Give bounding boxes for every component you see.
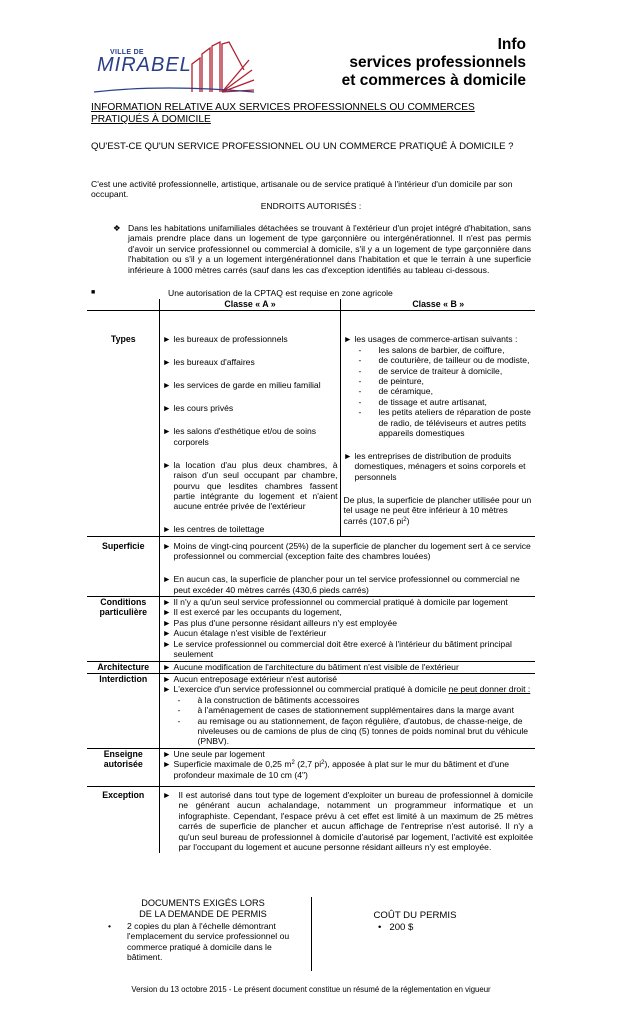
area-note: [344, 495, 534, 526]
list-item: [163, 662, 534, 672]
architecture-cell: [159, 661, 535, 673]
sub-item: - au remisage ou au stationnement, de façon régulière, d'autobus, de chasse-neige, de niveleuses ou de camions de plus de cinq (5) tonnes de poids nominal brut du véhicule (PNBV).: [163, 716, 534, 747]
list-item: [163, 607, 534, 617]
list-item-text: En aucun cas, la superficie de plancher pour un tel service professionnel ou commercial ne peut excéder 40 mètres carrés (430,6 pieds carrés): [173, 574, 520, 595]
section-heading: INFORMATION RELATIVE AUX SERVICES PROFESSIONNELS OU COMMERCES PRATIQUÉS À DOMICILE: [91, 102, 475, 125]
list-item: [163, 628, 534, 638]
list-item: [344, 334, 534, 344]
list-item: [163, 790, 534, 852]
arrow-bullet-icon: ►: [343, 334, 353, 345]
list-item-text: les entreprises de distribution de produits domestiques, ménagers et soins corporels et personnels: [354, 451, 526, 482]
list-item: [163, 618, 534, 628]
title-line: Info: [497, 36, 526, 53]
area-close: ): [406, 515, 410, 526]
document-title: [342, 36, 526, 90]
sub-item-text: de tissage et autre artisanat,: [378, 396, 487, 407]
logo-ville-text: VILLE DE: [110, 49, 144, 56]
list-item: [103, 921, 303, 963]
list-item: [163, 674, 534, 684]
table-row-conditions: [87, 597, 535, 661]
list-item-text: la location d'au plus deux chambres, à raison d'un seul occupant par chambre, pourvu que lesdites chambres fassent partie intégrante du logement et n'aient aucune entrée privée de l'extérieur: [173, 459, 338, 512]
arrow-bullet-icon: ►: [162, 759, 172, 770]
arrow-bullet-icon: ►: [162, 459, 172, 470]
table-row-superficie: [87, 536, 535, 596]
arrow-bullet-icon: ►: [162, 540, 172, 551]
superficie-cell: [159, 536, 535, 596]
list-item-text: les centres de toilettage: [173, 524, 265, 535]
list-item-text: Une seule par logement: [173, 748, 265, 759]
document-header: [0, 30, 622, 100]
exception-cell: [159, 786, 535, 853]
table-row-types: [87, 311, 535, 536]
dwelling-note-text: Dans les habitations unifamiliales détachées se trouvant à l'extérieur d'un projet intégré d'habitation, sans jamais prendre place dans un logement de type garçonnière ou intergénérationnel. Il n'est pas permis d'avoir un service professionnel ou commercial à domicile, s'il y a un logement de type garçonnière dans l'habitation ou s'il y a un logement intergénérationnel dans l'habitation et que le terrain à une superficie inférieure à 1000 mètres carrés (sauf dans les cas d'exception identifiés au tableau ci-dessous.: [128, 223, 531, 275]
list-item-text: les bureaux d'affaires: [173, 357, 255, 368]
list-item-text: les salons d'esthétique et/ou de soins corporels: [173, 426, 317, 447]
permit-cost-title: COÛT DU PERMIS: [373, 910, 457, 921]
arrow-bullet-icon: ►: [162, 628, 172, 639]
interdiction-cell: [159, 673, 535, 748]
list-item: [163, 684, 534, 694]
arrow-bullet-icon: ►: [162, 403, 172, 414]
area-unit: pi: [396, 515, 404, 526]
sub-item: - de couturière, de tailleur ou de modiste,: [344, 355, 534, 365]
list-item: [163, 460, 338, 512]
list-item: [163, 357, 338, 367]
list-item: [163, 759, 534, 780]
question-heading: QU'EST-CE QU'UN SERVICE PROFESSIONNEL OU UN COMMERCE PRATIQUÉ À DOMICILE ?: [91, 141, 514, 152]
list-item-text: Il est exercé par les occupants du logement,: [173, 607, 342, 618]
sub-item: - de service de traiteur à domicile,: [344, 366, 534, 376]
types-class-a-cell: [159, 311, 340, 536]
list-item: [344, 451, 534, 482]
sub-item-text: de couturière, de tailleur ou de modiste,: [378, 355, 530, 366]
sub-item: - de tissage et autre artisanat,: [344, 397, 534, 407]
list-item: [163, 524, 338, 534]
definition-text: C'est une activité professionnelle, artistique, artisanale ou de service pratiqué à l'intérieur d'un domicile par son occupant.: [91, 179, 513, 200]
permit-cost-amount: [378, 922, 490, 934]
square-bullet-icon: ■: [91, 289, 96, 296]
list-item-text: 2 copies du plan à l'échelle démontrant l'emplacement du service professionnel ou commerce pratiqué à domicile dans le bâtiment.: [127, 921, 290, 963]
class-b-header: Classe « B »: [340, 299, 535, 311]
list-item: [163, 541, 534, 562]
sub-item: - les petits ateliers de réparation de poste de radio, de téléviseurs et autres petits appareils domestiques: [344, 407, 534, 438]
list-item: [163, 426, 338, 447]
sub-item-text: à la construction de bâtiments accessoires: [197, 694, 360, 705]
area-exponent: 2: [403, 516, 407, 523]
table-row-architecture: [87, 661, 535, 673]
logo-name-text: MIRABEL: [97, 54, 192, 76]
bullet-icon: •: [108, 921, 112, 931]
sub-item-text: de céramique,: [378, 386, 433, 397]
required-documents: [103, 898, 303, 963]
dwelling-note: [113, 223, 531, 275]
footer-note: Version du 13 octobre 2015 - Le présent document constitue un résumé de la réglementation en vigueur: [131, 985, 491, 994]
title-line: DOCUMENTS EXIGÉS LORS: [141, 898, 265, 908]
arrow-bullet-icon: ►: [343, 451, 353, 462]
arrow-bullet-icon: ►: [162, 617, 172, 628]
cptaq-note-text: Une autorisation de la CPTAQ est requise en zone agricole: [168, 288, 393, 298]
row-label-types: Types: [110, 334, 136, 345]
table-row-exception: [87, 786, 535, 853]
row-label-architecture: Architecture: [87, 661, 159, 673]
arrow-bullet-icon: ►: [162, 524, 172, 535]
sub-item: - de peinture,: [344, 376, 534, 386]
arrow-bullet-icon: ►: [162, 748, 172, 759]
vertical-divider: [311, 897, 312, 971]
list-item: [163, 574, 534, 595]
table-row-enseigne: [87, 748, 535, 786]
list-item-text: Moins de vingt-cinq pourcent (25%) de la superficie de plancher du logement sert à ce service professionnel ou commercial (exception faite des chambres louées): [173, 540, 531, 562]
list-item-text: Aucune modification de l'architecture du bâtiment n'est visible de l'extérieur: [173, 661, 459, 672]
mirabel-logo: [94, 40, 264, 98]
row-label-exception: Exception: [87, 786, 159, 853]
list-item-text: Aucun étalage n'est visible de l'extérieur: [173, 628, 327, 639]
enseigne-cell: [159, 748, 535, 786]
arrow-bullet-icon: ►: [162, 357, 172, 368]
table-header-row: [87, 299, 535, 311]
arrow-bullet-icon: ►: [162, 574, 172, 585]
sub-item: - à l'aménagement de cases de stationnement supplémentaires dans la marge avant: [163, 705, 534, 715]
sub-item-text: de service de traiteur à domicile,: [378, 365, 503, 376]
sub-item-text: les petits ateliers de réparation de poste de radio, de téléviseurs et autres petits appareils domestiques: [378, 407, 531, 439]
authorized-places-heading: ENDROITS AUTORISÉS :: [260, 201, 362, 211]
arrow-bullet-icon: ►: [162, 673, 172, 684]
required-documents-title: [103, 898, 303, 920]
sub-item-text: de peinture,: [378, 376, 424, 387]
diamond-bullet-icon: ❖: [113, 223, 121, 233]
sub-item: - à la construction de bâtiments accessoires: [163, 695, 534, 705]
arrow-bullet-icon: ►: [162, 426, 172, 437]
list-item-text: les usages de commerce-artisan suivants :: [354, 334, 518, 345]
list-item: [163, 403, 338, 413]
arrow-bullet-icon: ►: [162, 380, 172, 391]
arrow-bullet-icon: ►: [162, 334, 172, 345]
arrow-bullet-icon: ►: [162, 607, 172, 618]
list-item-text: Il n'y a qu'un seul service professionnel ou commercial pratiqué à domicile par logement: [173, 597, 508, 608]
list-item: [163, 334, 338, 344]
header-empty-cell: [87, 299, 159, 311]
rules-table: [87, 299, 535, 853]
bullet-icon: •: [378, 922, 382, 933]
list-item-text: Aucun entreposage extérieur n'est autorisé: [173, 673, 338, 684]
row-label-superficie: Superficie: [87, 536, 159, 596]
table-row-interdiction: [87, 673, 535, 748]
permit-cost: [340, 910, 490, 934]
list-item-text: Il est autorisé dans tout type de logement d'exploiter un bureau de professionnel à domicile ne générant aucun achalandage, notamment un programmeur informatique et un infographiste. Cependant, l'espace prévu à cet effet est limité à un maximum de 25 mètres carrés de superficie de plancher et aucun affichage de l'entreprise n'est autorisé. Il n'y a qu'un seul bureau de professionnel à domicile d'autorisé par logement, l'activité est exploitée par l'occupant du logement et aucune personne résidant ailleurs n'y est employée.: [178, 789, 533, 852]
list-item-text: les services de garde en milieu familial: [173, 380, 321, 391]
list-item-text: L'exercice d'un service professionnel ou commercial pratiqué à domicile ne peut donner droit :: [173, 684, 531, 695]
list-item: [163, 639, 534, 660]
sub-item-text: à l'aménagement de cases de stationnement supplémentaires dans la marge avant: [197, 705, 514, 716]
sub-item-text: les salons de barbier, de coiffure,: [378, 344, 505, 355]
list-item-text: Pas plus d'une personne résidant ailleurs n'y est employée: [173, 617, 398, 628]
arrow-bullet-icon: ►: [162, 661, 172, 672]
row-label-conditions: Conditions particulière: [87, 597, 159, 661]
arrow-bullet-icon: ►: [162, 638, 172, 649]
list-item: [163, 749, 534, 759]
row-label-enseigne: Enseigne autorisée: [87, 748, 159, 786]
list-item: [163, 597, 534, 607]
list-item: [163, 380, 338, 390]
class-a-header: Classe « A »: [159, 299, 340, 311]
sub-item: - les salons de barbier, de coiffure,: [344, 345, 534, 355]
arrow-bullet-icon: ►: [162, 597, 172, 608]
conditions-cell: [159, 597, 535, 661]
list-item-text: Le service professionnel ou commercial doit être exercé à l'intérieur du bâtiment principal seulement: [173, 638, 512, 660]
cost-amount-text: 200 $: [389, 922, 414, 933]
title-line: DE LA DEMANDE DE PERMIS: [139, 909, 267, 919]
row-label-interdiction: Interdiction: [87, 673, 159, 748]
title-line: services professionnels: [349, 54, 526, 71]
sub-item: - de céramique,: [344, 386, 534, 396]
title-line: et commerces à domicile: [341, 72, 526, 89]
list-item-text: Superficie maximale de 0,25 $m^2$ (2,7 $pi^2$), apposée à plat sur le mur du bâtiment et d'une profondeur maximale de 10 cm (4"): [173, 759, 510, 780]
arrow-bullet-icon: ►: [162, 684, 172, 695]
list-item-text: les cours privés: [173, 403, 234, 414]
sub-item-text: au remisage ou au stationnement, de façon régulière, d'autobus, de chasse-neige, de niveleuses ou de camions de plus de cinq (5) tonnes de poids nominal brut du véhicule (PNBV).: [197, 715, 529, 747]
area-note-text: De plus, la superficie de plancher utilisée pour un tel usage ne peut être inférieur à 10 mètres carrés (107,6: [343, 494, 532, 526]
arrow-bullet-icon: ►: [162, 789, 172, 800]
list-item-text: les bureaux de professionnels: [173, 334, 288, 345]
types-class-b-cell: [340, 311, 535, 536]
